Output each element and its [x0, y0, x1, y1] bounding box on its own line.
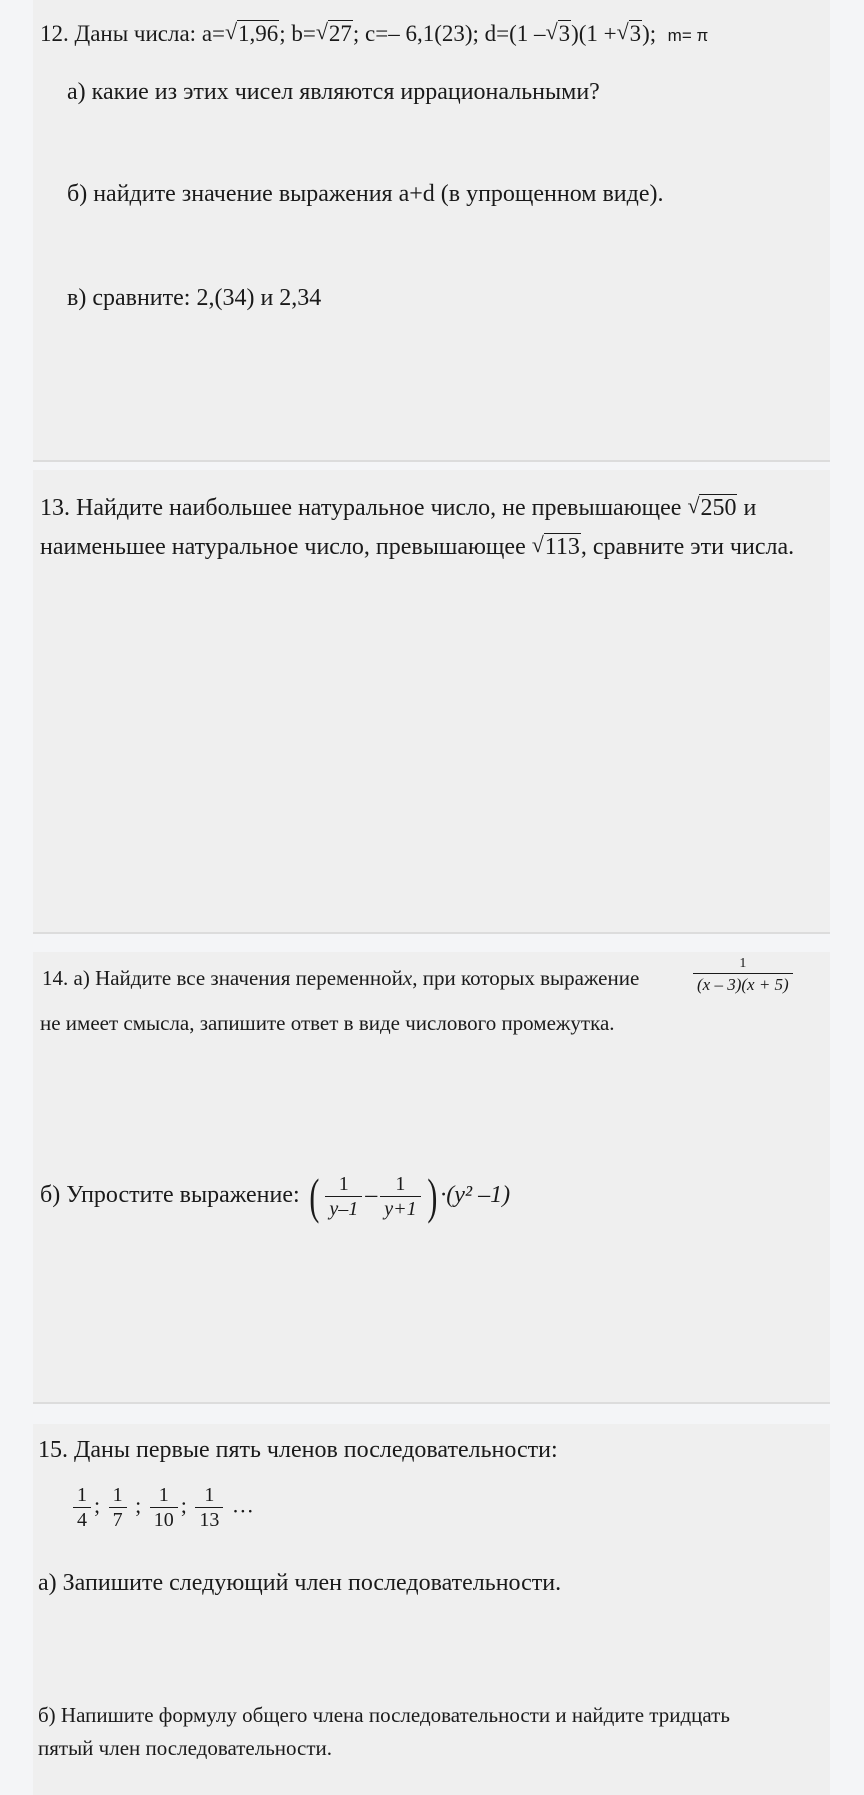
task-15-title: 15. Даны первые пять членов последовательности:	[38, 1437, 558, 1463]
task-12-question-b: б) найдите значение выражения a+d (в упрощенном виде).	[67, 181, 664, 207]
task-13-line-2: наименьшее натуральное число, превышающее √ 113, сравните эти числа.	[40, 532, 795, 560]
sqrt-d2: √ 3	[616, 19, 642, 46]
task-14-line-2: не имеет смысла, запишите ответ в виде числового промежутка.	[40, 1011, 615, 1035]
task-15-question-b-line-1: б) Напишите формулу общего члена последовательности и найдите тридцать	[38, 1703, 730, 1727]
task-14-line-1: 14. а) Найдите все значения переменнойx, при которых выражение	[42, 966, 640, 990]
sqrt-250: √ 250	[687, 493, 737, 521]
task-14-fraction: $\frac{1}{(x - 3)(x + 5)}$	[690, 956, 796, 995]
task-12-card	[33, 0, 830, 462]
sqrt-a: √ 1,96	[225, 19, 279, 46]
seq-term-2: $\frac{1}{7}$	[109, 1484, 127, 1531]
sqrt-d1: √ 3	[545, 19, 571, 46]
seq-term-3: $\frac{1}{10}$	[150, 1484, 178, 1531]
task-12-numbers: 12. Даны числа: a= √ 1,96; b= √ 27; c=– 6,1(23); d=(1 – √ 3)(1 + √ 3); m= π	[40, 19, 708, 51]
task-13-line-1: 13. Найдите наибольшее натуральное число, не превышающее √ 250 и	[40, 493, 757, 521]
task-12-question-c: в) сравните: 2,(34) и 2,34	[67, 285, 322, 311]
seq-term-4: $\frac{1}{13}$	[195, 1484, 223, 1531]
divider	[33, 460, 830, 462]
sqrt-113: √ 113	[531, 532, 580, 560]
task-14-question-b: б) Упростите выражение: ( $\frac{1}{y-1}$ – $\frac{1}{y+1}$ ) ·(y² –1)	[40, 1168, 511, 1225]
task-12-question-a: а) какие из этих чисел являются иррациональными?	[67, 79, 600, 105]
task-15-question-a: а) Запишите следующий член последовательности.	[38, 1570, 562, 1596]
seq-term-1: $\frac{1}{4}$	[73, 1484, 91, 1531]
task-15-question-b-line-2: пятый член последовательности.	[38, 1736, 333, 1760]
divider	[33, 1402, 830, 1404]
task-15-sequence: $\frac{1}{4}$ ; $\frac{1}{7}$ ; $\frac{1}{10}$ ; $\frac{1}{13}$ …	[70, 1484, 254, 1531]
divider	[33, 932, 830, 934]
sqrt-b: √ 27	[315, 19, 352, 46]
